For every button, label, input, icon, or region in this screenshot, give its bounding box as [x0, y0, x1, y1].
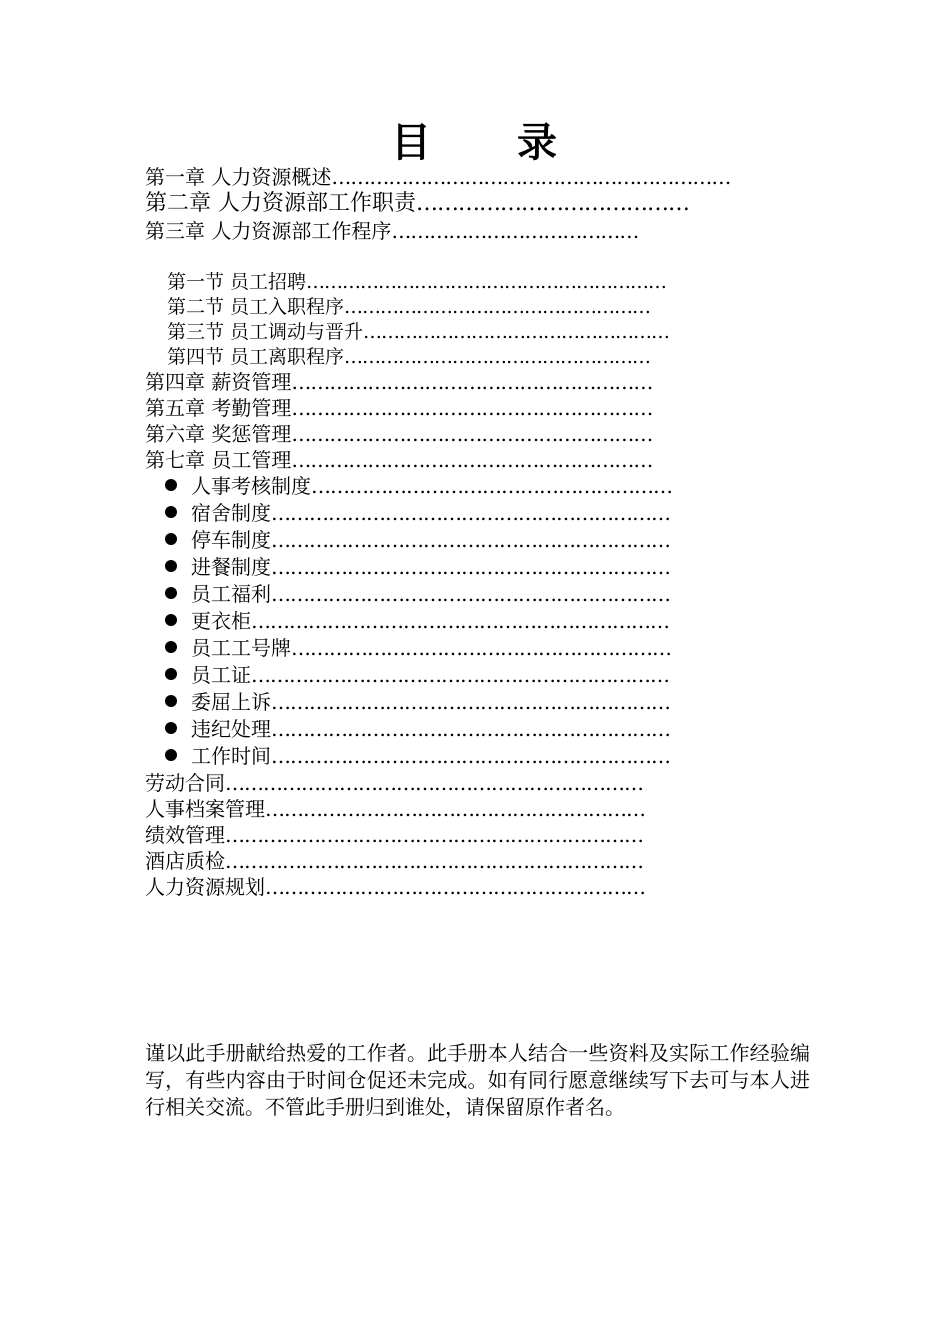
toc-label: 人力资源规划 — [145, 875, 265, 899]
toc-entry[interactable] — [145, 822, 643, 848]
toc-leader: ………………………………………………………… — [225, 849, 643, 873]
toc-leader: ………………………………………………………… — [251, 663, 669, 687]
toc-entry-bullet[interactable] — [165, 635, 671, 661]
toc-label: 劳动合同 — [145, 771, 225, 795]
toc-entry-chapter-5[interactable] — [145, 395, 652, 421]
toc-label: 员工福利 — [191, 582, 271, 606]
toc-entry-chapter-2[interactable] — [145, 191, 689, 217]
toc-leader: ………………………………… — [391, 219, 639, 243]
toc-label: 第四章 薪资管理 — [145, 370, 292, 394]
toc-entry-section-3[interactable] — [167, 319, 669, 345]
toc-leader: ………………………………………………… — [311, 474, 672, 498]
toc-entry-bullet[interactable] — [165, 716, 670, 742]
bullet-icon — [165, 587, 177, 599]
bullet-icon — [165, 614, 177, 626]
toc-label: 更衣柜 — [191, 609, 251, 633]
toc-label: 人事考核制度 — [191, 474, 311, 498]
dedication-paragraph: 谨以此手册献给热爱的工作者。此手册本人结合一些资料及实际工作经验编写，有些内容由于时间仓促还未完成。如有同行愿意继续写下去可与本人进行相关交流。不管此手册归到谁处，请保留原作者名。 — [145, 1041, 810, 1119]
toc-label: 宿舍制度 — [191, 501, 271, 525]
toc-label: 第五章 考勤管理 — [145, 396, 292, 420]
toc-label: 员工工号牌 — [191, 636, 291, 660]
toc-leader: ………………………………………………… — [291, 448, 653, 472]
toc-label: 第二章 人力资源部工作职责 — [145, 191, 416, 216]
toc-entry[interactable] — [145, 770, 643, 796]
bullet-icon — [165, 695, 177, 707]
toc-label: 违纪处理 — [191, 717, 271, 741]
toc-leader: ……………………………………………………… — [271, 555, 670, 579]
toc-entry-section-1[interactable] — [167, 269, 666, 295]
toc-leader: ……………………………………………………… — [331, 165, 731, 189]
bullet-icon — [165, 749, 177, 761]
toc-label: 第六章 奖惩管理 — [145, 422, 292, 446]
toc-entry-chapter-3[interactable] — [145, 218, 638, 244]
toc-leader: ………………………………………………… — [291, 422, 653, 446]
toc-label: 酒店质检 — [145, 849, 225, 873]
toc-entry-chapter-6[interactable] — [145, 421, 652, 447]
toc-leader: …………………………………………………… — [306, 271, 667, 293]
page-title: 目 录 — [391, 119, 559, 166]
toc-leader: …………………………………………… — [363, 321, 670, 343]
toc-label: 委屈上诉 — [191, 690, 271, 714]
toc-entry-chapter-7[interactable] — [145, 447, 652, 473]
toc-label: 第三节 员工调动与晋升 — [167, 321, 364, 343]
toc-leader: …………………………………………………… — [291, 636, 671, 660]
toc-entry-chapter-1[interactable] — [145, 164, 730, 190]
toc-entry-bullet[interactable] — [165, 581, 670, 607]
toc-entry[interactable] — [145, 796, 645, 822]
toc-entry-bullet[interactable] — [165, 608, 669, 634]
toc-leader: ……………………………………………………… — [271, 528, 670, 552]
bullet-icon — [165, 641, 177, 653]
toc-entry-bullet[interactable] — [165, 554, 670, 580]
toc-leader: ……………………………………………………… — [271, 690, 670, 714]
bullet-icon — [165, 668, 177, 680]
toc-leader: ………………………………………………………… — [225, 823, 643, 847]
toc-label: 停车制度 — [191, 528, 271, 552]
bullet-icon — [165, 533, 177, 545]
toc-label: 第四节 员工离职程序 — [167, 346, 345, 368]
toc-leader: ………………………………………………… — [291, 396, 653, 420]
toc-entry-bullet[interactable] — [165, 689, 670, 715]
toc-leader: ……………………………………………………… — [271, 717, 670, 741]
toc-entry-bullet[interactable] — [165, 743, 670, 769]
toc-label: 第一章 人力资源概述 — [145, 165, 332, 189]
toc-entry-bullet[interactable] — [165, 500, 670, 526]
toc-leader: …………………………………………… — [344, 296, 651, 318]
toc-label: 绩效管理 — [145, 823, 225, 847]
toc-leader: ………………………………………………… — [291, 370, 653, 394]
toc-entry-chapter-4[interactable] — [145, 369, 652, 395]
toc-leader: …………………………………………………… — [265, 797, 645, 821]
toc-leader: …………………………………………………… — [265, 875, 645, 899]
toc-entry-section-4[interactable] — [167, 344, 650, 370]
toc-leader: ………………………………………………………… — [225, 771, 643, 795]
bullet-icon — [165, 479, 177, 491]
toc-entry-bullet[interactable] — [165, 527, 670, 553]
toc-leader: ……………………………………………………… — [271, 582, 670, 606]
toc-label: 工作时间 — [191, 744, 271, 768]
toc-entry[interactable] — [145, 874, 645, 900]
toc-label: 第二节 员工入职程序 — [167, 296, 345, 318]
bullet-icon — [165, 506, 177, 518]
toc-label: 第一节 员工招聘 — [167, 271, 307, 293]
bullet-icon — [165, 560, 177, 572]
toc-label: 第三章 人力资源部工作程序 — [145, 219, 392, 243]
toc-label: 进餐制度 — [191, 555, 271, 579]
toc-entry-bullet[interactable] — [165, 662, 669, 688]
toc-label: 第七章 员工管理 — [145, 448, 292, 472]
toc-leader: ……………………………………………………… — [271, 744, 670, 768]
toc-leader: ……………………………………………………… — [271, 501, 670, 525]
toc-leader: …………………………………………… — [344, 346, 651, 368]
toc-leader: ………………………………………………………… — [251, 609, 669, 633]
bullet-icon — [165, 722, 177, 734]
toc-entry-bullet[interactable] — [165, 473, 672, 499]
toc-entry-section-2[interactable] — [167, 294, 650, 320]
toc-label: 人事档案管理 — [145, 797, 265, 821]
toc-leader: ………………………………… — [416, 191, 689, 216]
toc-label: 员工证 — [191, 663, 251, 687]
toc-entry[interactable] — [145, 848, 643, 874]
